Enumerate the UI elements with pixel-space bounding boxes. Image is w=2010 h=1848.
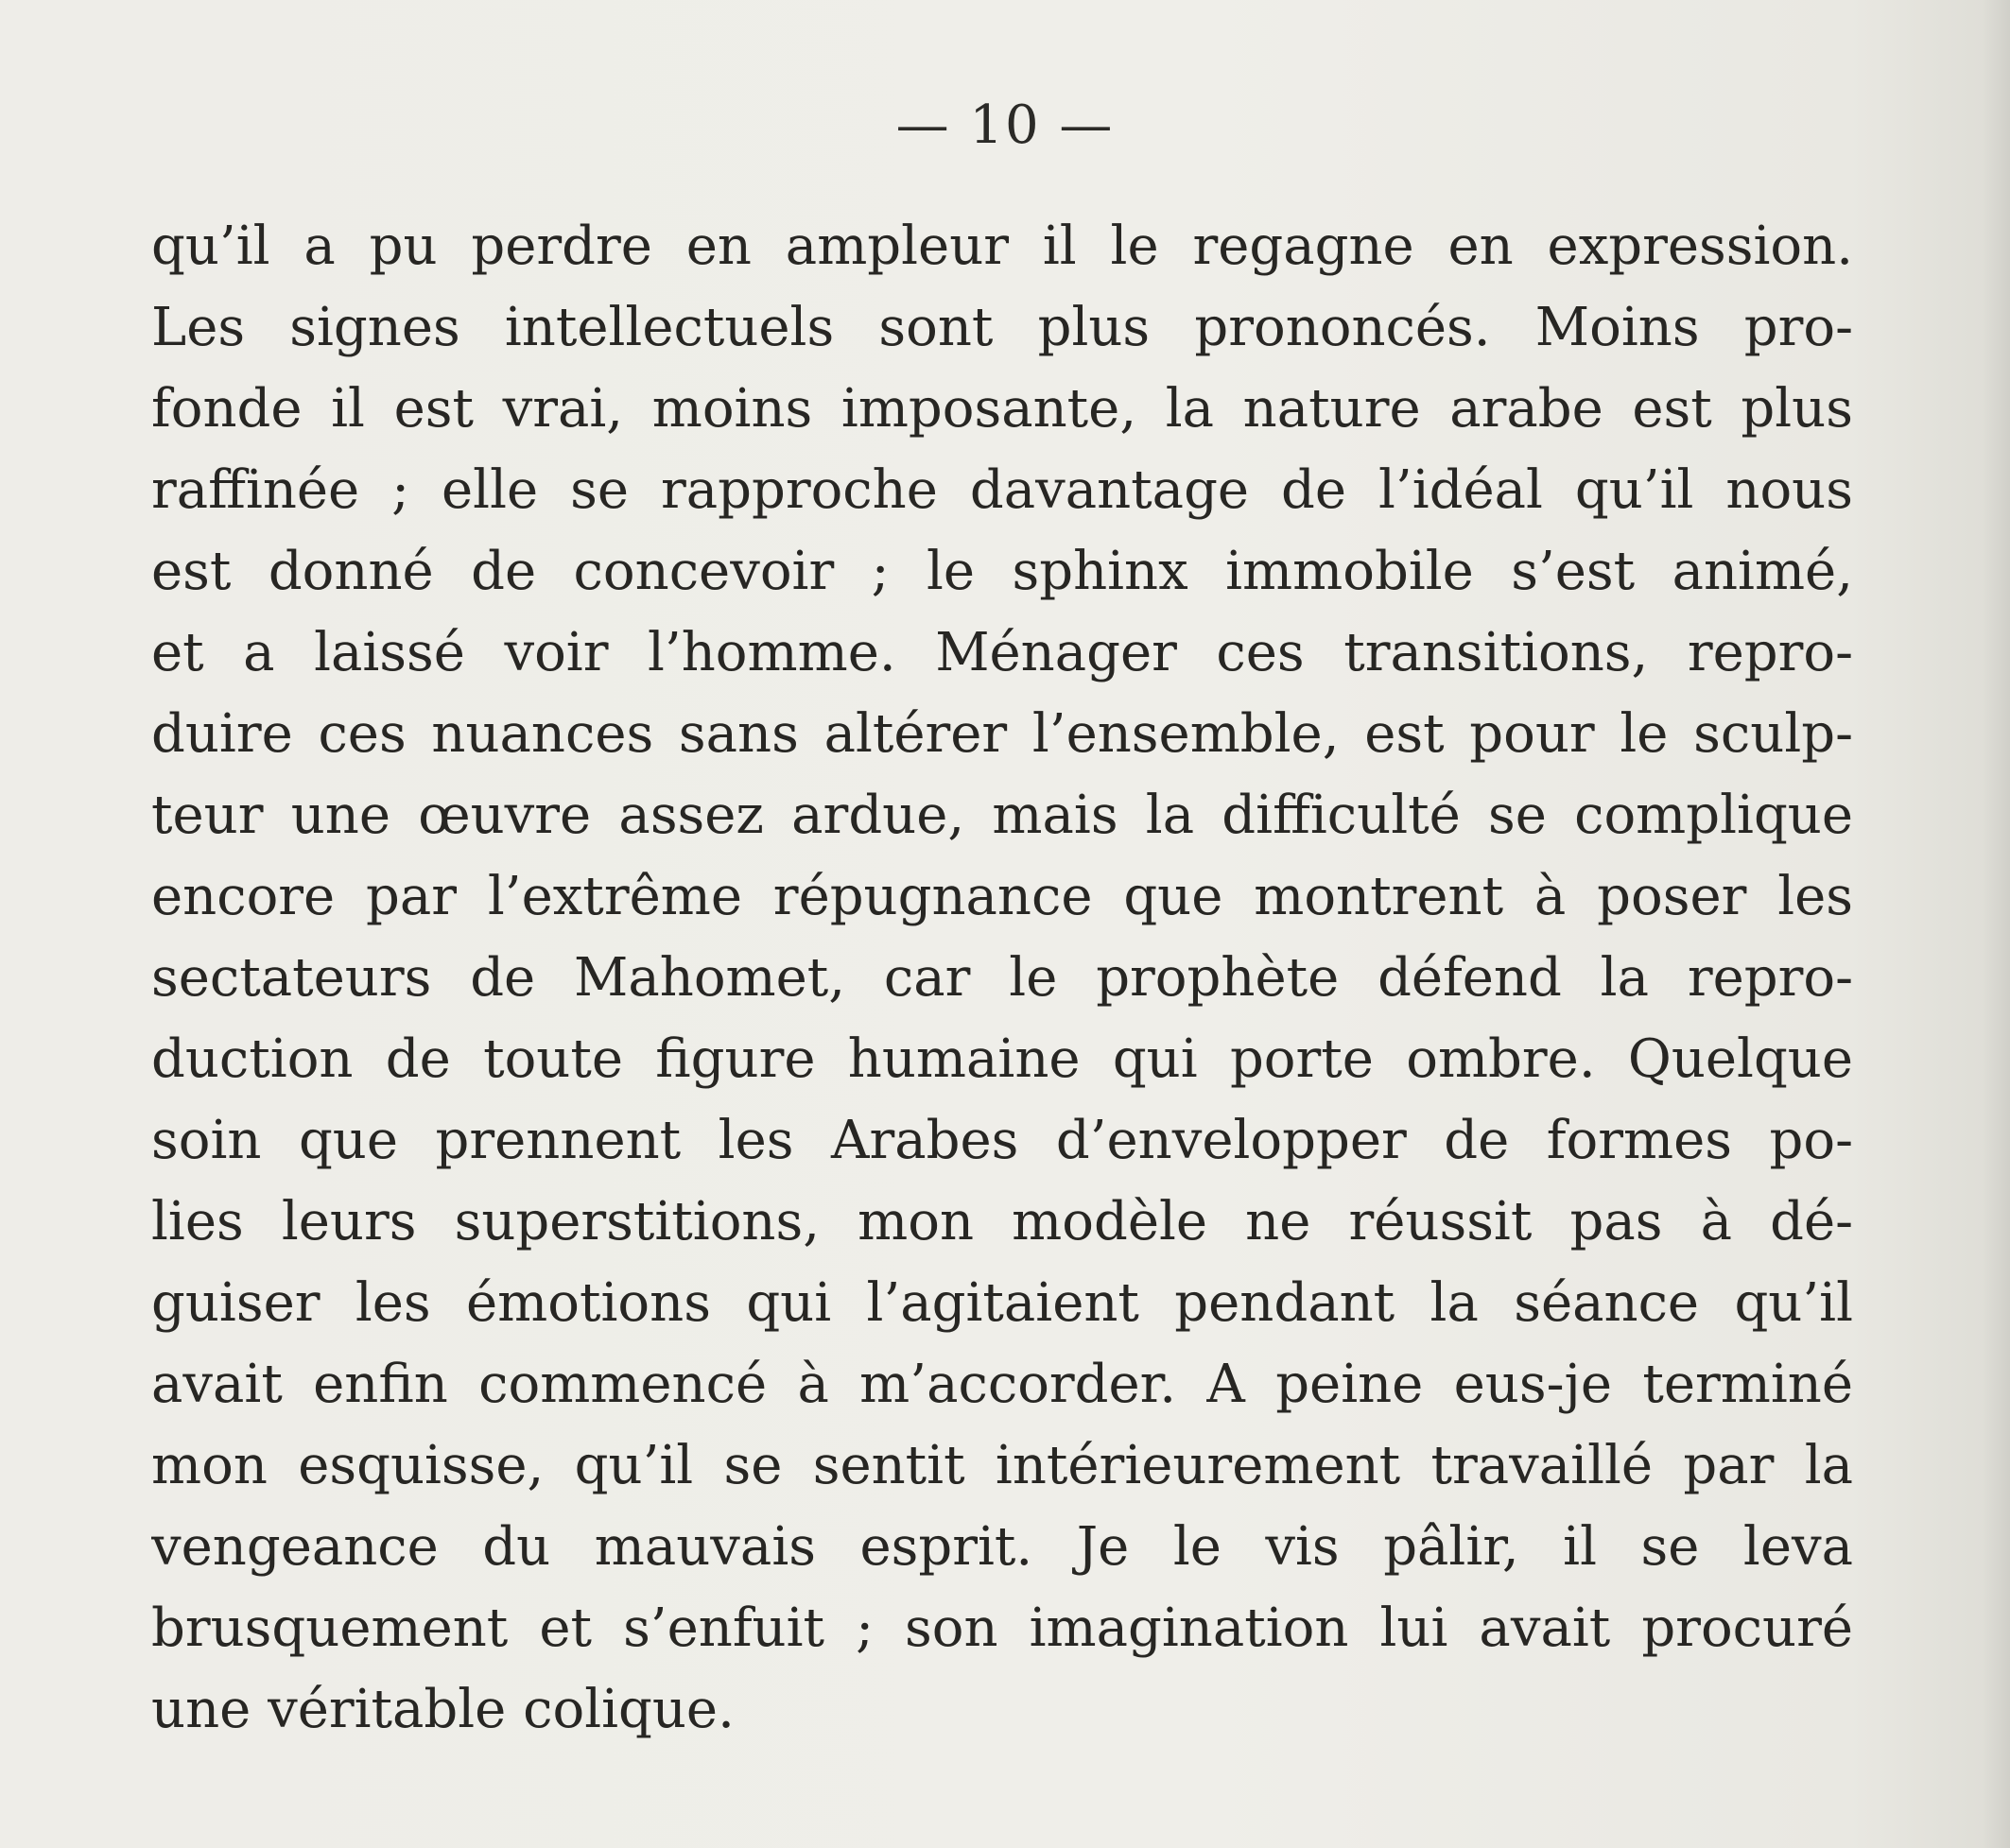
text-line: Les signes intellectuels sont plus prononcés. Moins pro- [151, 297, 1853, 358]
text-line: et a laissé voir l’homme. Ménager ces transitions, repro- [151, 622, 1853, 683]
body-text [151, 206, 1853, 1751]
page-number: — 10 — [895, 95, 1115, 156]
text-line: brusquement et s’enfuit ; son imagination lui avait procuré [151, 1598, 1853, 1659]
text-line: lies leurs superstitions, mon modèle ne réussit pas à dé- [151, 1191, 1853, 1252]
text-line: encore par l’extrême répugnance que montrent à poser les [151, 866, 1853, 927]
text-line: vengeance du mauvais esprit. Je le vis pâlir, il se leva [151, 1516, 1853, 1578]
text-line: soin que prennent les Arabes d’envelopper de formes po- [151, 1110, 1853, 1171]
text-line: sectateurs de Mahomet, car le prophète défend la repro- [151, 947, 1853, 1009]
text-line: duction de toute figure humaine qui porte ombre. Quelque [151, 1028, 1853, 1090]
text-line: avait enfin commencé à m’accorder. A peine eus-je terminé [151, 1354, 1853, 1415]
text-line: duire ces nuances sans altérer l’ensemble, est pour le sculp- [151, 703, 1853, 765]
text-line: fonde il est vrai, moins imposante, la nature arabe est plus [151, 378, 1853, 440]
text-line: une véritable colique. [151, 1679, 735, 1740]
text-line: guiser les émotions qui l’agitaient pendant la séance qu’il [151, 1272, 1853, 1334]
text-line: est donné de concevoir ; le sphinx immobile s’est animé, [151, 541, 1853, 602]
text-line: raffinée ; elle se rapproche davantage de l’idéal qu’il nous [151, 459, 1853, 521]
page-edge-shadow [1982, 0, 2010, 1848]
text-line: mon esquisse, qu’il se sentit intérieurement travaillé par la [151, 1435, 1853, 1496]
text-line: teur une œuvre assez ardue, mais la difficulté se complique [151, 785, 1853, 846]
text-line: qu’il a pu perdre en ampleur il le regagne en expression. [151, 216, 1853, 277]
